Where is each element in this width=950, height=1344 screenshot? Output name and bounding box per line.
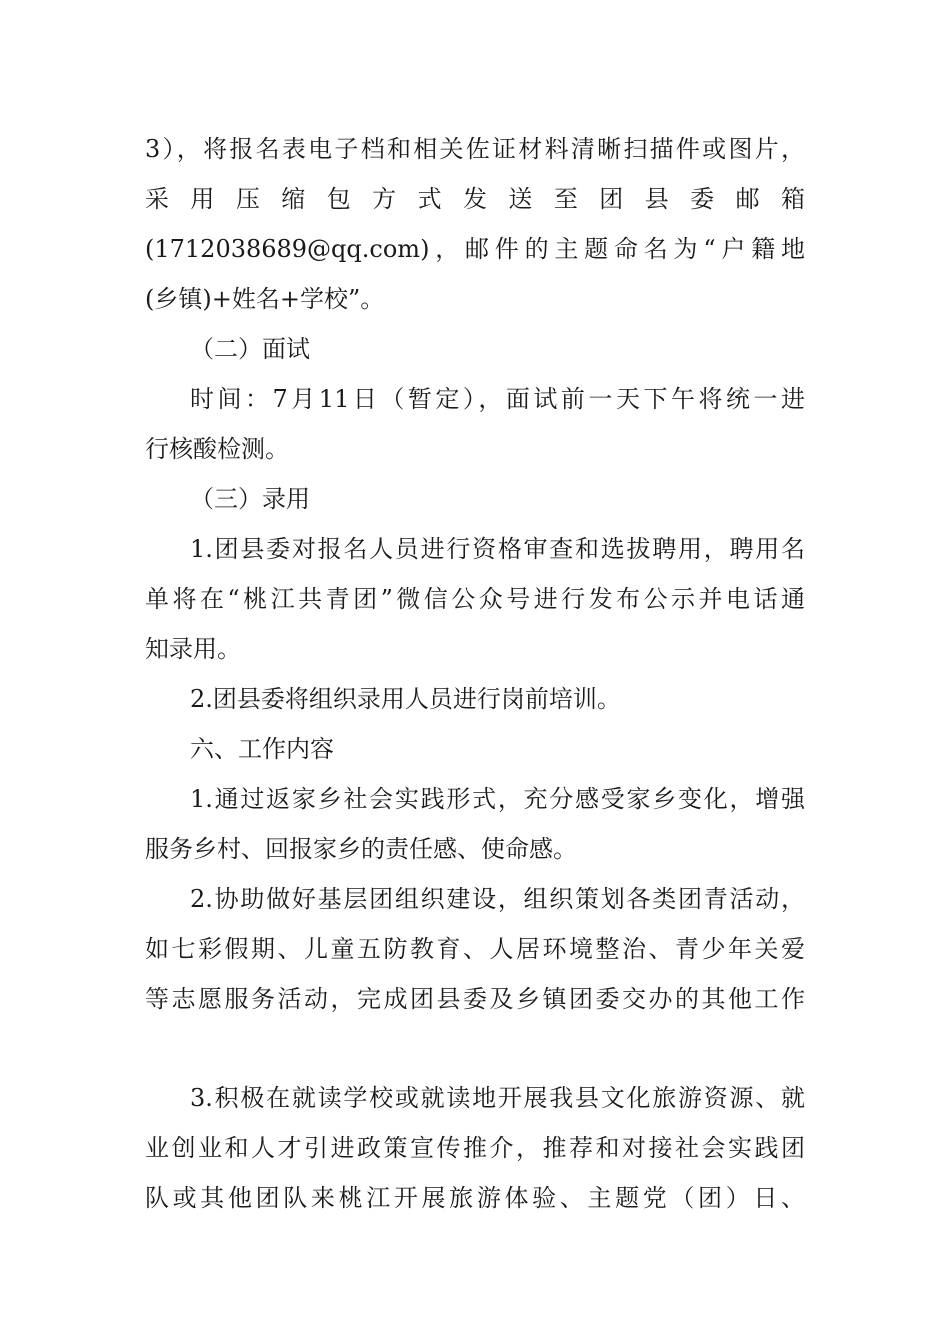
section-heading-work-content: 六、工作内容 (190, 735, 334, 763)
body-text-line: 3.积极在就读学校或就读地开展我县文化旅游资源、就 (190, 1084, 805, 1112)
body-text-line: 队或其他团队来桃江开展旅游体验、主题党（团）日、 (145, 1184, 805, 1212)
section-heading-hiring: （三）录用 (190, 485, 310, 513)
body-text-line: 行核酸检测。 (145, 435, 289, 463)
body-text-line: 3），将报名表电子档和相关佐证材料清晰扫描件或图片， (145, 135, 805, 163)
body-text-line: 知录用。 (145, 635, 241, 663)
body-text-line: 业创业和人才引进政策宣传推介，推荐和对接社会实践团 (145, 1134, 805, 1162)
body-text-line: (1712038689@qq.com)，邮件的主题命名为“户籍地 (145, 235, 805, 263)
body-text-line: 单将在“桃江共青团”微信公众号进行发布公示并电话通 (145, 585, 805, 613)
body-text-line: 1.通过返家乡社会实践形式，充分感受家乡变化，增强 (190, 785, 805, 813)
body-text-line: 1.团县委对报名人员进行资格审查和选拔聘用，聘用名 (190, 535, 805, 563)
section-heading-interview: （二）面试 (190, 335, 310, 363)
body-text-line: 2.协助做好基层团组织建设，组织策划各类团青活动， (190, 885, 805, 913)
body-text-line: 2.团县委将组织录用人员进行岗前培训。 (190, 685, 621, 713)
body-text-line: 时间：7月11日（暂定），面试前一天下午将统一进 (190, 385, 805, 413)
body-text-line: 等志愿服务活动，完成团县委及乡镇团委交办的其他工作 (145, 985, 805, 1013)
body-text-line: 服务乡村、回报家乡的责任感、使命感。 (145, 835, 577, 863)
body-text-line: (乡镇)+姓名+学校”。 (145, 285, 385, 313)
body-text-line: 采用压缩包方式发送至团县委邮箱 (145, 185, 805, 213)
body-text-line: 如七彩假期、儿童五防教育、人居环境整治、青少年关爱 (145, 935, 805, 963)
